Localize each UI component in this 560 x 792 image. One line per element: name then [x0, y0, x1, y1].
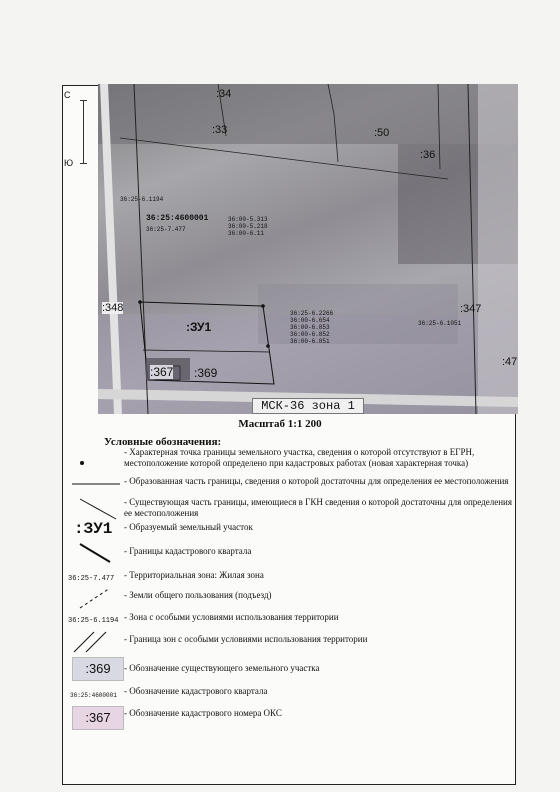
legend-text: - Земли общего пользования (подъезд) [124, 590, 272, 600]
existing-parcel-symbol [72, 657, 122, 681]
parcel-label-347: :347 [460, 303, 482, 315]
legend-text: - Образуемый земельный участок [124, 522, 253, 532]
north-label: С [64, 90, 71, 100]
existing-parcel-code: :369 [72, 657, 124, 681]
oks-number-code: :367 [72, 706, 124, 730]
parcel-label-36: :36 [420, 149, 436, 161]
legend-text: - Существующая часть границы, имеющиеся в ГКН сведения о которой достаточны для определения ее местоположения [124, 497, 513, 518]
zone-code-right-edge: 36:25-6.1051 [418, 320, 462, 327]
coordinate-system-label: МСК-36 зона 1 [252, 398, 364, 414]
scale-label: Масштаб 1:1 200 [238, 418, 322, 430]
special-zone-code: 36:25-6.1194 [68, 617, 119, 625]
north-south-axis [83, 100, 84, 164]
parcel-label-50: :50 [374, 127, 390, 139]
south-label: Ю [64, 158, 74, 168]
legend-text: - Обозначение кадастрового квартала [124, 686, 268, 696]
legend-text: - Обозначение существующего земельного участка [124, 663, 320, 673]
oks-number-label: :367 [150, 365, 174, 379]
zone-code-right-5: 36:00-6.851 [290, 338, 330, 345]
zu1-symbol [72, 520, 122, 544]
zone-code-right-2: 36:00-6.654 [290, 317, 330, 324]
zone-code-right-4: 36:00-6.852 [290, 331, 330, 338]
thick-diagonal-symbol [72, 542, 122, 566]
zone-code-center-2: 36:00-5.218 [228, 223, 268, 230]
axis-tick-top [80, 100, 87, 101]
zone-code-right-1: 36:25-6.2266 [290, 310, 334, 317]
zone-code-right-3: 36:00-6.853 [290, 324, 330, 331]
residential-zone-code: 36:25-7.477 [68, 575, 115, 583]
parcel-label-33: :33 [212, 124, 228, 136]
zu1-symbol-text: :ЗУ1 [74, 520, 113, 538]
legend-text: - Территориальная зона: Жилая зона [124, 570, 264, 580]
legend-text: - Образованная часть границы, сведения о которой достаточны для определения ее местоположения [124, 476, 509, 486]
axis-tick-bottom [80, 163, 87, 164]
zone-code-residential: 36:25-7.477 [146, 226, 186, 233]
sub-parcel-label: :ЗУ1 [186, 320, 212, 334]
cadastral-quarter-code: 36:25:4600001 [70, 692, 117, 699]
cadastral-quarter-label: 36:25:4600001 [146, 214, 209, 223]
legend-text: - Зона с особыми условиями использования территории [124, 612, 339, 622]
parcel-label-348: :348 [102, 302, 124, 314]
existing-parcel-label: :369 [194, 366, 218, 380]
dot-symbol [72, 447, 122, 471]
zone-code-center-3: 36:00-6.11 [228, 230, 265, 237]
legend-text: - Граница зон с особыми условиями использования территории [124, 634, 368, 644]
legend-text: - Обозначение кадастрового номера ОКС [124, 708, 282, 718]
aerial-map [98, 84, 518, 414]
oks-number-symbol [72, 706, 122, 730]
double-diagonal-symbol [72, 630, 122, 654]
legend-title: Условные обозначения: [104, 436, 222, 448]
parcel-label-47: :47 [502, 356, 518, 368]
dashed-diagonal-symbol [72, 586, 122, 610]
parcel-label-34: :34 [216, 88, 232, 100]
legend-text: - Границы кадастрового квартала [124, 546, 252, 556]
zone-code-special-top: 36:25-6.1194 [120, 196, 164, 203]
legend-text: - Характерная точка границы земельного участка, сведения о которой отсутствуют в ЕГРН, местоположение которой определено при кадастровых работах (новая характерная точка) [124, 447, 475, 468]
zone-code-center-1: 36:00-5.313 [228, 216, 268, 223]
